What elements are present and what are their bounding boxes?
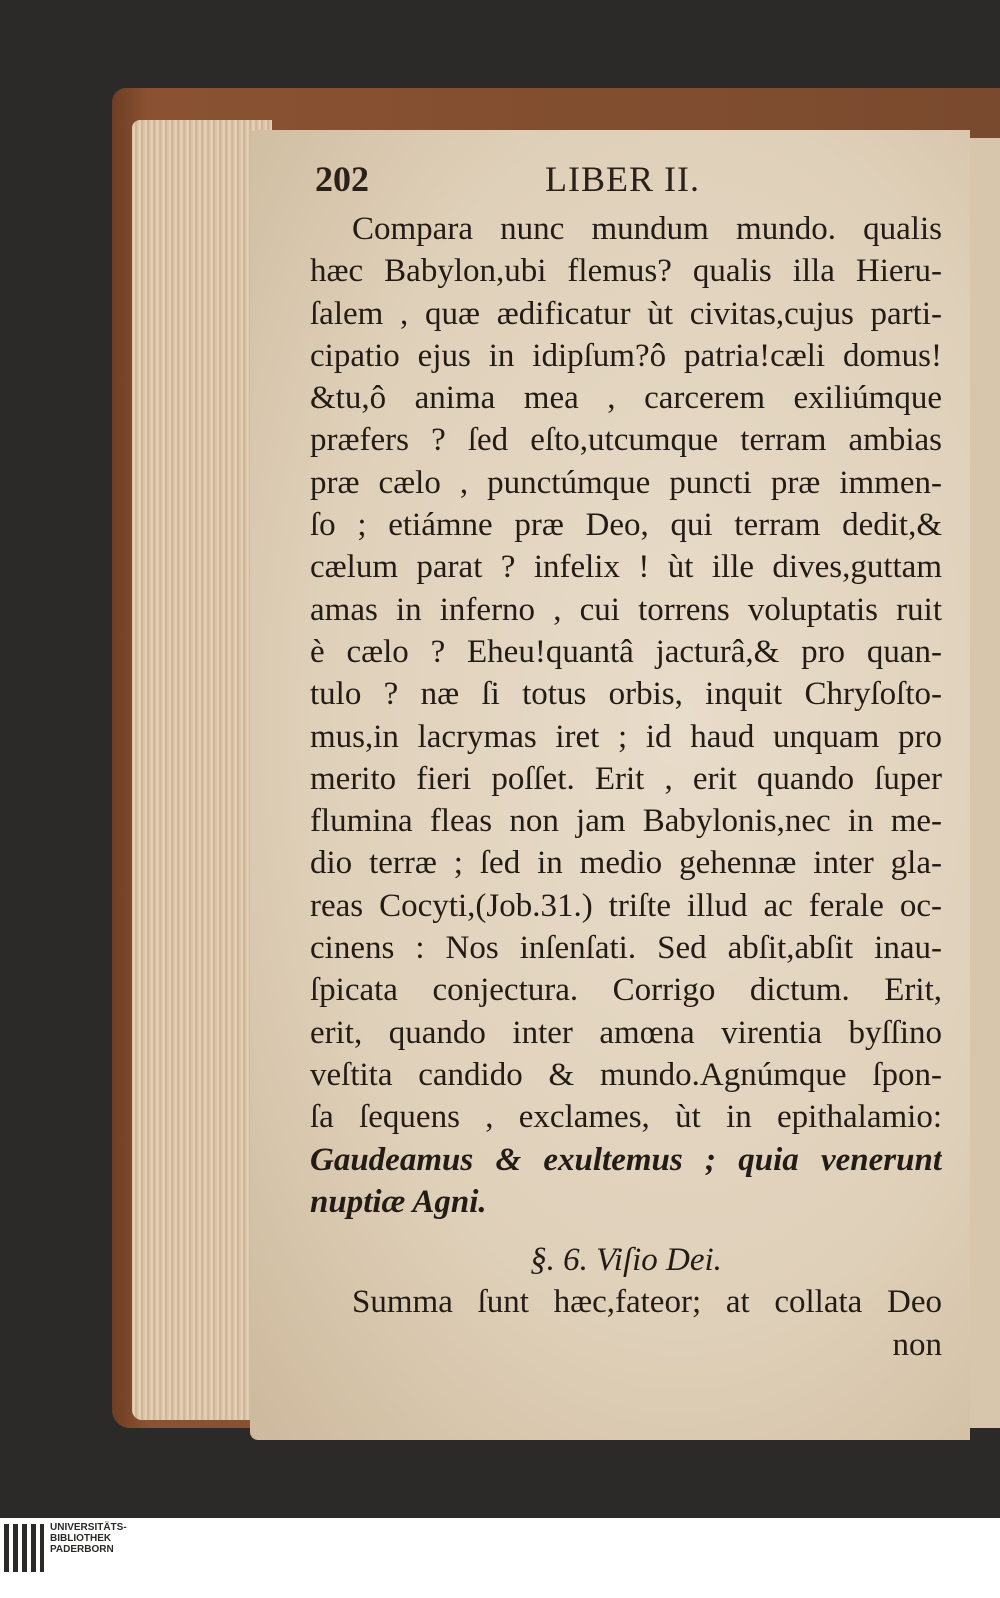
logo-line: UNIVERSITÄTS- xyxy=(50,1522,127,1533)
text-line: dio terræ ; ſed in medio gehennæ inter gla- xyxy=(310,845,942,882)
text-line: cælum parat ? infelix ! ùt ille dives,guttam xyxy=(310,549,942,586)
page-number: 202 xyxy=(315,159,369,199)
logo-line: BIBLIOTHEK xyxy=(50,1533,112,1544)
body-text xyxy=(310,208,942,1366)
text-line: ſpicata conjectura. Corrigo dictum. Erit, xyxy=(310,972,942,1009)
text-line: cinens : Nos inſenſati. Sed abſit,abſit inau- xyxy=(310,930,942,967)
library-logo-text xyxy=(50,1522,127,1555)
text-line: mus,in lacrymas iret ; id haud unquam pro xyxy=(310,718,942,755)
catchword: non xyxy=(892,1326,942,1363)
text-line: nuptiæ Agni. xyxy=(310,1183,487,1220)
text-line: cipatio ejus in idipſum?ô patria!cæli domus! xyxy=(310,337,942,374)
text-line: flumina fleas non jam Babylonis,nec in me- xyxy=(310,803,942,840)
library-logo-icon xyxy=(4,1524,44,1572)
running-title: LIBER II. xyxy=(545,159,700,199)
text-line: merito fieri poſſet. Erit , erit quando ſuper xyxy=(310,760,942,797)
text-line: Gaudeamus & exultemus ; quia venerunt xyxy=(310,1141,942,1178)
text-line: reas Cocyti,(Job.31.) triſte illud ac ferale oc- xyxy=(310,887,942,924)
text-line: erit, quando inter amœna virentia byſſino xyxy=(310,1014,942,1051)
text-line: præ cælo , punctúmque puncti præ immen- xyxy=(310,464,942,501)
spacer xyxy=(310,1223,942,1239)
text-line: hæc Babylon,ubi flemus? qualis illa Hieru- xyxy=(310,253,942,290)
section-heading: §. 6. Viſio Dei. xyxy=(530,1242,722,1279)
text-line: &tu,ô anima mea , carcerem exiliúmque xyxy=(310,380,942,417)
logo-line: PADERBORN xyxy=(50,1544,114,1555)
library-footer xyxy=(0,1518,1000,1598)
facing-page-edge xyxy=(966,138,1000,1428)
text-line: ſalem , quæ ædificatur ùt civitas,cujus parti- xyxy=(310,295,942,332)
text-line: tulo ? næ ſi totus orbis, inquit Chryſoſto- xyxy=(310,676,942,713)
text-line: ſa ſequens , exclames, ùt in epithalamio: xyxy=(310,1099,942,1136)
section-first-line: Summa ſunt hæc,fateor; at collata Deo xyxy=(352,1284,942,1321)
text-line: Compara nunc mundum mundo. qualis xyxy=(352,211,942,247)
page-header xyxy=(315,158,945,208)
text-line: amas in inferno , cui torrens voluptatis ruit xyxy=(310,591,942,628)
text-line: veſtita candido & mundo.Agnúmque ſpon- xyxy=(310,1056,942,1093)
text-line: præfers ? ſed eſto,utcumque terram ambias xyxy=(310,422,942,459)
text-line: è cælo ? Eheu!quantâ jacturâ,& pro quan- xyxy=(310,633,942,670)
text-line: ſo ; etiámne præ Deo, qui terram dedit,& xyxy=(310,507,942,544)
